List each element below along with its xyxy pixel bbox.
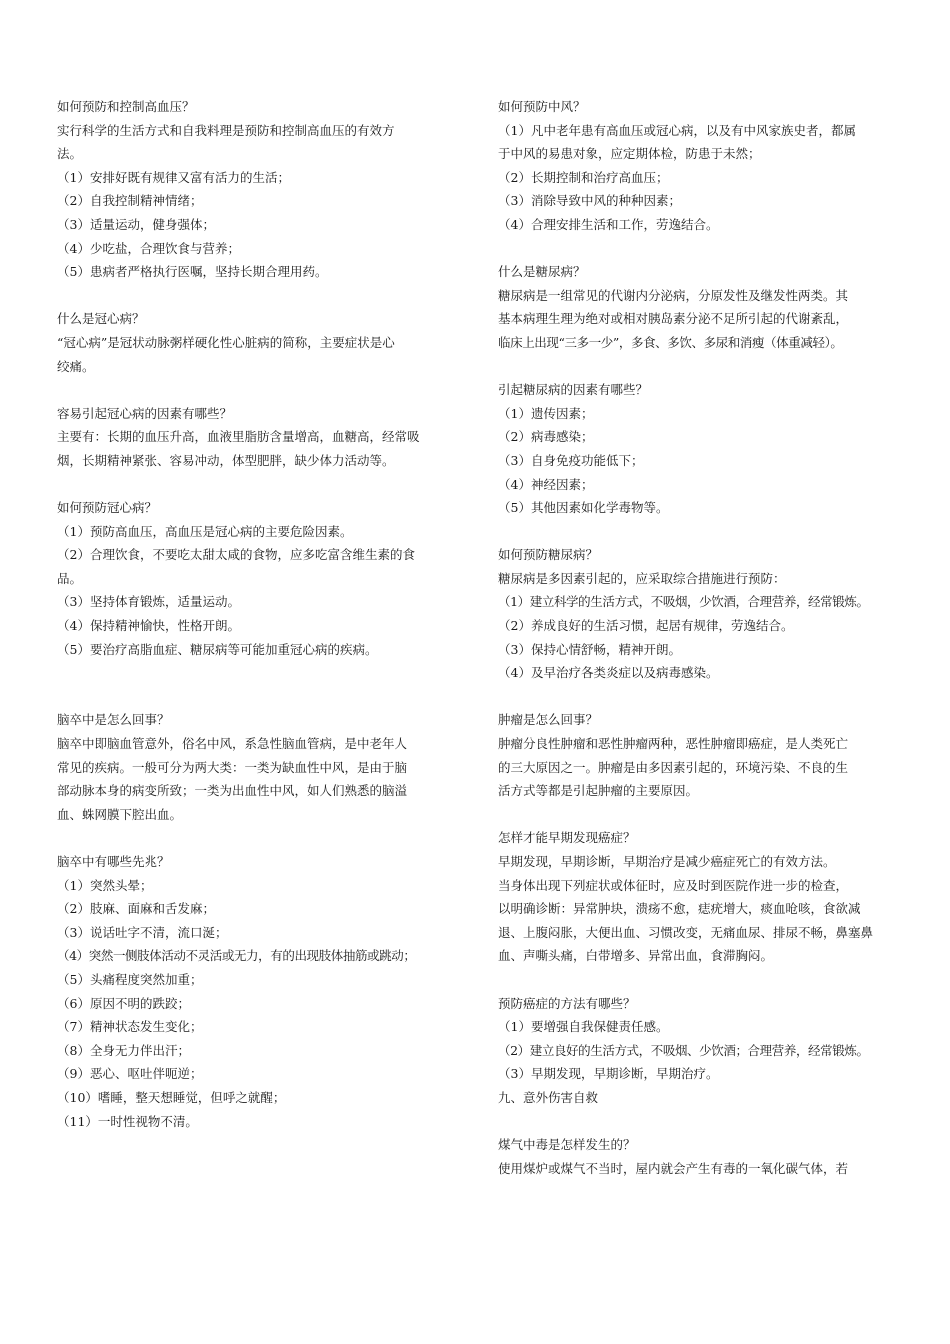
section-title: 预防癌症的方法有哪些？ [498, 995, 636, 1011]
paragraph-line: 实行科学的生活方式和自我料理是预防和控制高血压的有效方 [57, 122, 395, 138]
list-item: （6）原因不明的跌跤； [57, 995, 190, 1011]
list-item: （3）保持心情舒畅，精神开朗。 [498, 641, 681, 657]
section-title: 如何预防和控制高血压？ [57, 99, 195, 114]
paragraph-line: 血、蛛网膜下腔出血。 [57, 806, 183, 822]
list-item: （2）长期控制和治疗高血压； [498, 169, 669, 185]
paragraph-line: 糖尿病是多因素引起的，应采取综合措施进行预防： [498, 570, 786, 586]
list-item: （1）突然头晕； [57, 877, 153, 893]
list-item: （11）一时性视物不清。 [57, 1113, 198, 1129]
list-item: （2）肢麻、面麻和舌发麻； [57, 901, 215, 917]
list-item: （2）合理饮食，不要吃太甜太咸的食物，应多吃富含维生素的食 [57, 547, 415, 563]
section-chd-definition [57, 307, 457, 378]
section-title: 怎样才能早期发现癌症？ [498, 830, 636, 846]
paragraph-line: 活方式等都是引起肿瘤的主要原因。 [498, 783, 699, 799]
paragraph-line: 主要有：长期的血压升高，血液里脂肪含量增高，血糖高，经常吸 [57, 429, 420, 445]
section-chd-causes [57, 402, 457, 473]
list-item: （1）遗传因素； [498, 405, 594, 421]
paragraph-line: 早期发现，早期诊断，早期治疗是减少癌症死亡的有效方法。 [498, 854, 836, 869]
list-item: （1）凡中老年患有高血压或冠心病，以及有中风家族史者，都属 [498, 122, 856, 138]
list-item: （2）建立良好的生活方式，不吸烟、少饮酒；合理营养，经常锻炼。 [498, 1042, 869, 1058]
paragraph-line: 烟，长期精神紧张、容易冲动，体型肥胖，缺少体力活动等。 [57, 452, 395, 468]
section-hypertension-prevention [57, 95, 457, 284]
section-title: 什么是冠心病？ [57, 311, 145, 327]
paragraph-line: 基本病理生理为绝对或相对胰岛素分泌不足所引起的代谢紊乱， [498, 311, 849, 327]
section-title: 如何预防糖尿病？ [498, 547, 599, 563]
section-chd-prevention [57, 496, 457, 661]
list-item: （5）其他因素如化学毒物等。 [498, 500, 669, 516]
section-title: 脑卒中是怎么回事？ [57, 712, 170, 728]
chapter-heading: 九、意外伤害自救 [498, 1089, 599, 1105]
paragraph-line: 使用煤炉或煤气不当时，屋内就会产生有毒的一氧化碳气体，若 [498, 1160, 849, 1176]
left-column [57, 95, 457, 1133]
section-cancer-prevention [498, 992, 898, 1086]
section-title: 如何预防中风？ [498, 99, 586, 114]
list-item: （1）安排好既有规律又富有活力的生活； [57, 169, 290, 185]
list-item: （4）保持精神愉快，性格开朗。 [57, 618, 240, 634]
list-item: （9）恶心、呕吐伴呃逆； [57, 1066, 203, 1082]
list-item: （5）要治疗高脂血症、糖尿病等可能加重冠心病的疾病。 [57, 641, 378, 657]
list-item: （3）说话吐字不清，流口涎； [57, 924, 228, 940]
list-item: （2）养成良好的生活习惯，起居有规律，劳逸结合。 [498, 618, 794, 634]
list-item: （3）坚持体育锻炼，适量运动。 [57, 594, 240, 610]
paragraph-line: 绞痛。 [57, 358, 95, 374]
section-stroke-definition [57, 708, 457, 826]
list-item: （8）全身无力伴出汗； [57, 1042, 190, 1058]
list-item: （1）建立科学的生活方式，不吸烟，少饮酒，合理营养，经常锻炼。 [498, 594, 869, 610]
list-item: （1）要增强自我保健责任感。 [498, 1019, 669, 1035]
section-stroke-prevention [498, 95, 898, 237]
paragraph-line: 以明确诊断：异常肿块，溃疡不愈，痣疣增大，痰血呛咳，食欲减 [498, 901, 861, 917]
paragraph-line: 常见的疾病。一般可分为两大类：一类为缺血性中风，是由于脑 [57, 759, 408, 775]
section-title: 脑卒中有哪些先兆？ [57, 854, 170, 869]
paragraph-line: 退、上腹闷胀，大便出血、习惯改变，无痛血尿、排尿不畅，鼻塞鼻 [498, 924, 874, 940]
list-item: （3）适量运动，健身强体； [57, 216, 215, 232]
paragraph-line: 肿瘤分良性肿瘤和恶性肿瘤两种，恶性肿瘤即癌症，是人类死亡 [498, 736, 849, 752]
paragraph-line: 血、声嘶头痛，白带增多、异常出血，食滞胸闷。 [498, 948, 774, 964]
list-item: 品。 [57, 570, 83, 586]
section-tumor-definition [498, 708, 898, 802]
list-item: （3）消除导致中风的种种因素； [498, 193, 681, 209]
list-item: 于中风的易患对象，应定期体检，防患于未然； [498, 146, 761, 162]
paragraph-line: 临床上出现“三多一少”，多食、多饮、多尿和消瘦（体重减轻）。 [498, 334, 843, 350]
section-diabetes-causes [498, 378, 898, 520]
list-item: （1）预防高血压，高血压是冠心病的主要危险因素。 [57, 523, 353, 539]
section-stroke-warning-signs [57, 850, 457, 1133]
paragraph-line: “冠心病”是冠状动脉粥样硬化性心脏病的简称，主要症状是心 [57, 334, 395, 350]
section-cancer-early-detection [498, 826, 898, 968]
list-item: （7）精神状态发生变化； [57, 1019, 203, 1035]
paragraph-line: 糖尿病是一组常见的代谢内分泌病，分原发性及继发性两类。其 [498, 287, 849, 303]
section-diabetes-prevention [498, 543, 898, 685]
list-item: （10）嗜睡，整天想睡觉，但呼之就醒； [57, 1089, 286, 1105]
paragraph-line: 法。 [57, 146, 83, 162]
list-item: （4）突然一侧肢体活动不灵活或无力，有的出现肢体抽筋或跳动； [57, 948, 416, 964]
paragraph-line: 部动脉本身的病变所致；一类为出血性中风，如人们熟悉的脑溢 [57, 783, 408, 799]
list-item: （3）自身免疫功能低下； [498, 452, 644, 468]
list-item: （4）及早治疗各类炎症以及病毒感染。 [498, 665, 719, 681]
paragraph-line: 的三大原因之一。肿瘤是由多因素引起的，环境污染、不良的生 [498, 759, 849, 775]
list-item: （2）自我控制精神情绪； [57, 193, 203, 209]
right-column [498, 95, 898, 1180]
section-title: 引起糖尿病的因素有哪些？ [498, 382, 649, 398]
section-gas-poisoning [498, 1133, 898, 1180]
paragraph-line: 脑卒中即脑血管意外，俗名中风，系急性脑血管病，是中老年人 [57, 736, 408, 752]
section-title: 如何预防冠心病？ [57, 500, 158, 516]
list-item: （3）早期发现，早期诊断，早期治疗。 [498, 1066, 719, 1082]
list-item: （4）合理安排生活和工作，劳逸结合。 [498, 216, 719, 232]
section-title: 煤气中毒是怎样发生的？ [498, 1137, 636, 1153]
list-item: （4）神经因素； [498, 476, 594, 492]
list-item: （5）患病者严格执行医嘱，坚持长期合理用药。 [57, 264, 328, 280]
list-item: （2）病毒感染； [498, 429, 594, 445]
list-item: （5）头痛程度突然加重； [57, 971, 203, 987]
section-title: 肿瘤是怎么回事？ [498, 712, 599, 728]
paragraph-line: 当身体出现下列症状或体征时，应及时到医院作进一步的检查， [498, 877, 849, 893]
list-item: （4）少吃盐，合理饮食与营养； [57, 240, 240, 256]
section-diabetes-definition [498, 260, 898, 354]
section-title: 容易引起冠心病的因素有哪些？ [57, 405, 233, 421]
section-title: 什么是糖尿病？ [498, 264, 586, 280]
